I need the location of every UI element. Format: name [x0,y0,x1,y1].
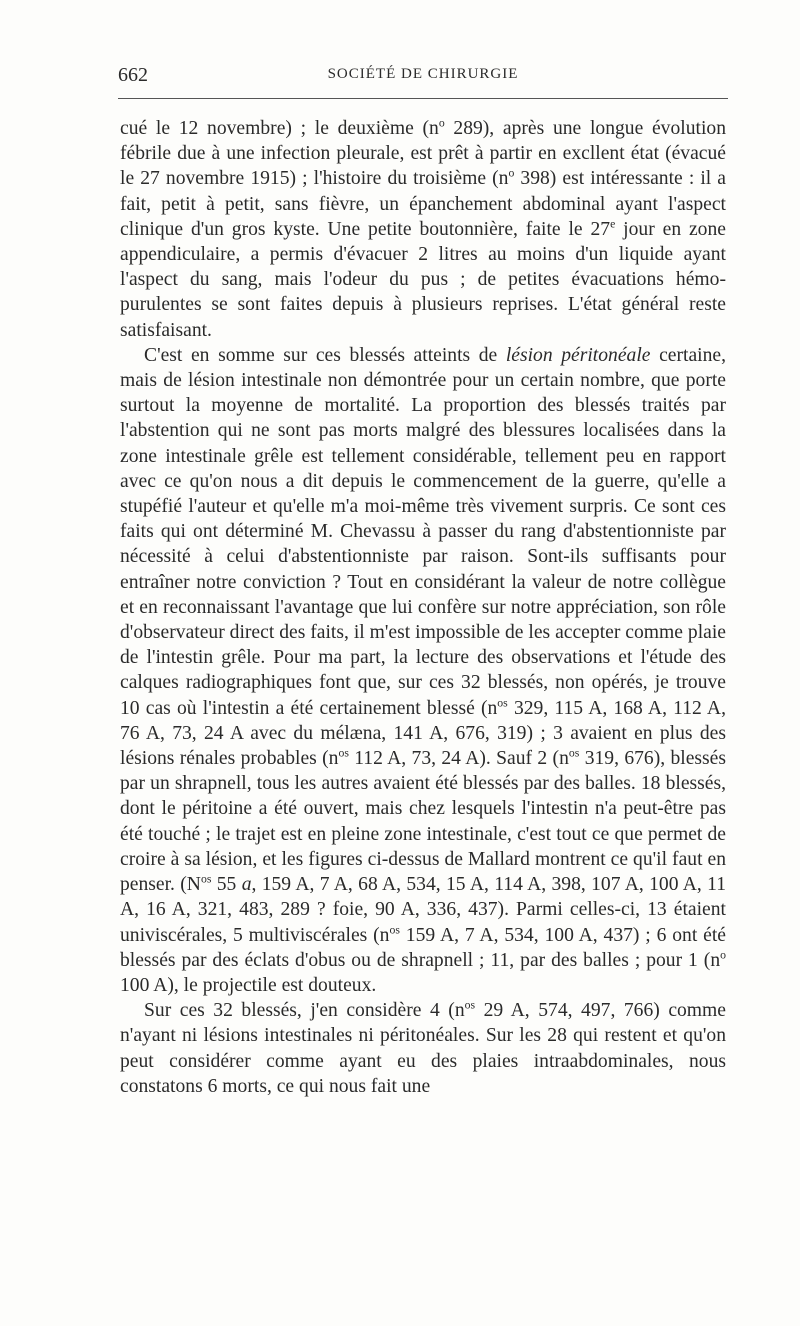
text-run: 319, 676), blessés par un shrapnell, tous les autres avaient été blessés par des balles. 18 blessés, dont le péritoine a été ouvert, mais chez lesquels l'intestin n'a peut-être pas été touché ; le trajet est en pleine zone intestinale, c'est tout ce que permet de croire à sa lésion, et les figures ci-dessus de Mallard montrent ce qu'il faut en penser. (N [120,748,726,896]
superscript: os [200,872,212,886]
text-run: 100 A), le projectile est douteux. [120,974,377,996]
text-run: jour en zone appendiculaire, a permis d'évacuer 2 litres au moins d'un liquide ayant l'aspect du sang, mais l'odeur du pus ; de petites évacuations hémo-purulentes se sont faites depuis à plusieurs reprises. L'état général reste satisfaisant. [120,218,726,341]
text-run: C'est en somme sur ces blessés atteints de [144,344,506,366]
paragraph-2 [120,343,726,998]
page-number: 662 [118,64,148,86]
superscript: os [568,746,580,760]
text-run: , 159 A, 7 A, 68 A, 534, 15 A, 114 A, 398, 107 A, 100 A, 11 A, 16 A, 321, 483, 289 ? foie, 90 A, 336, 437). Parmi celles-ci, 13 étaient univiscérales, 5 multiviscérales (n [120,874,727,946]
text-run: 398) est intéressante : il a fait, petit à petit, sans fièvre, un épanchement abdominal ayant l'aspect clinique d'un gros kyste. Une petite boutonnière, faite le 27 [120,168,726,240]
paragraph-1 [120,116,726,343]
superscript: os [338,746,349,760]
paragraph-3 [120,998,726,1099]
text-run: cué le 12 novembre) ; le deuxième (n [120,118,439,139]
text-run: 329, 115 A, 168 A, 112 A, 76 A, 73, 24 A avec du mélæna, 141 A, 676, 319) ; 3 avaient en plus des lésions rénales probables (n [120,697,726,770]
superscript: os [464,998,476,1012]
text-run: 112 A, 73, 24 A). Sauf 2 (n [348,748,569,770]
superscript: os [389,922,400,936]
text-run: 29 A, 574, 497, 766) comme n'ayant ni lésions intestinales ni péritonéales. Sur les 28 qui restent et qu'on peut considérer comme ayant eu des plaies intraabdominales, nous constatons 6 morts, ce qui nous fait une [120,1000,726,1097]
superscript: e [610,217,616,231]
running-title: SOCIÉTÉ DE CHIRURGIE [327,66,519,82]
header-rule [118,98,728,99]
text-run: 289), après une longue évolution fébrile due à une infection pleurale, est prêt à partir en excllent état (évacué le 27 novembre 1915) ; l'histoire du troisième (n [120,118,727,190]
italic-term: lésion péritonéale [505,344,651,366]
superscript: o [508,166,515,180]
superscript: o [438,116,445,130]
text-run: 55 [211,874,242,896]
superscript: o [720,948,726,962]
page-header [118,64,728,90]
text-run: Sur ces 32 blessés, j'en considère 4 (n [144,1000,465,1022]
text-run: 159 A, 7 A, 534, 100 A, 437) ; 6 ont été blessés par des éclats d'obus ou de shrapnell ; 11, par des balles ; pour 1 (n [120,924,726,971]
body-text [120,116,726,1099]
superscript: os [497,696,508,710]
text-run: certaine, mais de lésion intestinale non démontrée pour un certain nombre, que porte surtout la moyenne de mortalité. La proportion des blessés traités par l'abstention qui ne sont pas morts malgré des blessures localisées dans la zone intestinale grêle est tellement considérable, tellement peu en rapport avec ce qu'on nous a dit depuis le commencement de la guerre, qu'elle a stupéfié l'auteur et qu'elle m'a moi-même très vivement surpris. Ce sont ces faits qui ont déterminé M. Chevassu à passer du rang d'abstentionniste par nécessité à celui d'abstentionniste par raison. Sont-ils suffisants pour entraîner notre conviction ? Tout en considérant la valeur de notre collègue et en reconnaissant l'avantage que lui confère sur notre appréciation, son rôle d'observateur direct des faits, il m'est impossible de les accepter comme plaie de l'intestin grêle. Pour ma part, la lecture des observations et l'étude des calques radiographiques font que, sur ces 32 blessés, non opérés, je trouve 10 cas où l'intestin a été certainement blessé (n [120,344,726,719]
italic-term: a [241,874,252,896]
